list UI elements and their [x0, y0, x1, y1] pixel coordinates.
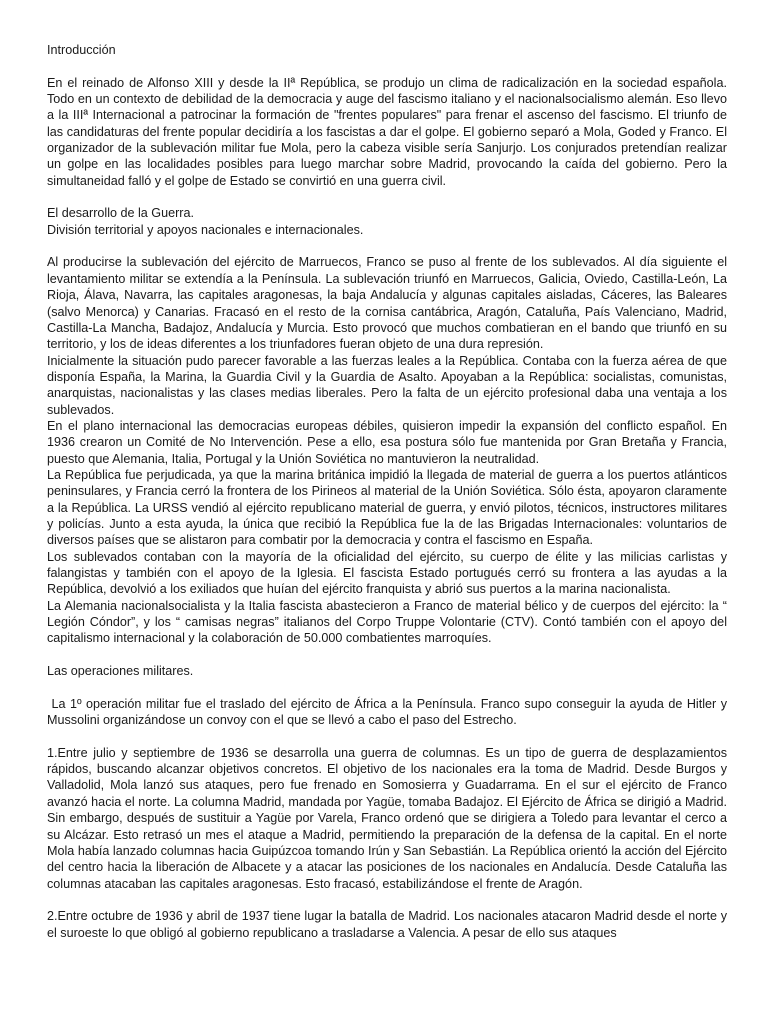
section-title-operations: Las operaciones militares. — [47, 664, 194, 679]
paragraph-operations-3: 2.Entre octubre de 1936 y abril de 1937 tiene lugar la batalla de Madrid. Los nacionales atacaron Madrid desde el norte y el suroeste lo que obligó al gobierno republicano a trasladarse a Valencia. A pesar de ello sus ataques — [47, 909, 727, 940]
paragraph-introduction: En el reinado de Alfonso XIII y desde la IIª República, se produjo un clima de radicalización en la sociedad española. Todo en un contexto de debilidad de la democracia y auge del fascismo italiano y el nacionalsocialismo alemán. Eso llevo a la IIIª Internacional a patrocinar la formación de "frentes populares" para frenar el ascenso del fascismo. El triunfo de las candidaturas del frente popular decidiría a los fascistas a dar el golpe. El gobierno separó a Mola, Goded y Franco. El organizador de la sublevación militar fue Mola, pero la cabeza visible sería Sanjurjo. Los conjurados pretendían realizar un golpe en las localidades posibles para luego marchar sobre Madrid, provocando la caída del gobierno. Pero la simultaneidad falló y el golpe de Estado se convirtió en una guerra civil. — [47, 75, 727, 188]
paragraph-division-6: La Alemania nacionalsocialista y la Italia fascista abastecieron a Franco de material bélico y de cuerpos del ejército: la “ Legión Cóndor”, y los “ camisas negras” italianos del Corpo Truppe Volontarie (CTV). Contó también con el apoyo del capitalismo internacional y la colaboración de 50.000 combatientes marroquíes. — [47, 598, 727, 646]
section-title-war: El desarrollo de la Guerra. — [47, 206, 194, 221]
paragraph-division-5: Los sublevados contaban con la mayoría de la oficialidad del ejército, su cuerpo de élite y las milicias carlistas y falangistas y también con el apoyo de la Iglesia. El fascista Estado portugués cerró su frontera a las ayudas a la República, devolvió a los exiliados que huían del ejército franquista y abrió sus puertos a la marina nacionalista. — [47, 549, 727, 597]
section-title-introduction: Introducción — [47, 43, 116, 57]
document-page — [47, 42, 731, 957]
section-title-division: División territorial y apoyos nacionales e internacionales. — [47, 222, 364, 237]
paragraph-division-1: Al producirse la sublevación del ejército de Marruecos, Franco se puso al frente de los sublevados. Al día siguiente el levantamiento militar se extendía a la Península. La sublevación triunfó en Marruecos, Galicia, Oviedo, Castilla-León, La Rioja, Álava, Navarra, las capitales aragonesas, la baja Andalucía y algunas capitales aisladas, Cáceres, las Baleares (salvo Menorca) y Canarias. Fracasó en el resto de la cornisa cantábrica, Aragón, Cataluña, País Valenciano, Madrid, Castilla-La Mancha, Badajoz, Andalucía y Murcia. Esto provocó que muchos combatieran en el bando que triunfó en su territorio, y los de ideas diferentes a los triunfadores fueran objeto de una dura represión. — [47, 255, 727, 352]
section-heading-war — [47, 205, 727, 238]
paragraph-division-4: La República fue perjudicada, ya que la marina británica impidió la llegada de material de guerra a los puertos atlánticos peninsulares, y Francia cerró la frontera de los Pirineos al material de la Unión Soviética. Sólo ésta, apoyaron claramente a la República. La URSS vendió al ejército republicano material de guerra, y envió pilotos, técnicos, instructores militares y policías. Junto a esta ayuda, la única que recibió la República fue la de las Brigadas Internacionales: voluntarios de diversos países que se alistaron para combatir por la democracia y contra el fascismo en España. — [47, 467, 727, 548]
paragraph-operations-1: La 1º operación militar fue el traslado del ejército de África a la Península. Franco supo conseguir la ayuda de Hitler y Mussolini organizándose un convoy con el que se llevó a cabo el paso del Estrecho. — [47, 696, 731, 728]
paragraph-division-2: Inicialmente la situación pudo parecer favorable a las fuerzas leales a la República. Contaba con la fuerza aérea de que disponía España, la Marina, la Guardia Civil y la Guardia de Asalto. Apoyaban a la República: socialistas, comunistas, anarquistas, nacionalistas y las clases medias liberales. Pero la falta de un ejército profesional daba una ventaja a los sublevados. — [47, 353, 727, 417]
paragraph-operations-2: 1.Entre julio y septiembre de 1936 se desarrolla una guerra de columnas. Es un tipo de guerra de desplazamientos rápidos, buscando alcanzar objetivos concretos. El objetivo de los nacionales era la toma de Madrid. Desde Burgos y Valladolid, Mola lanzó sus ataques, pero fue frenado en Somosierra y Guadarrama. En el sur el ejército de Franco avanzó hacia el norte. La columna Madrid, mandada por Yagüe, tomaba Badajoz. El Ejército de África se dirigió a Madrid. Sin embargo, después de sustituir a Yagüe por Varela, Franco ordenó que se dirigiera a Toledo para levantar el cerco a su Alcázar. Esto retrasó un mes el ataque a Madrid, permitiendo la preparación de la defensa de la capital. En el norte Mola había lanzado columnas hacia Guipúzcoa tomando Irún y San Sebastián. La República orientó la acción del Ejército del centro hacia la liberación de Albacete y a atacar las posiciones de los nacionales en Andalucía. Desde Cataluña las columnas atacaban las capitales aragonesas. Esto fracasó, estabilizándose el frente de Aragón. — [47, 745, 727, 891]
paragraph-division-3: En el plano internacional las democracias europeas débiles, quisieron impedir la expansión del conflicto español. En 1936 crearon un Comité de No Intervención. Pese a ello, esa postura sólo fue mantenida por Gran Bretaña y Francia, puesto que Alemania, Italia, Portugal y la Unión Soviética no mantuvieron la neutralidad. — [47, 418, 727, 466]
